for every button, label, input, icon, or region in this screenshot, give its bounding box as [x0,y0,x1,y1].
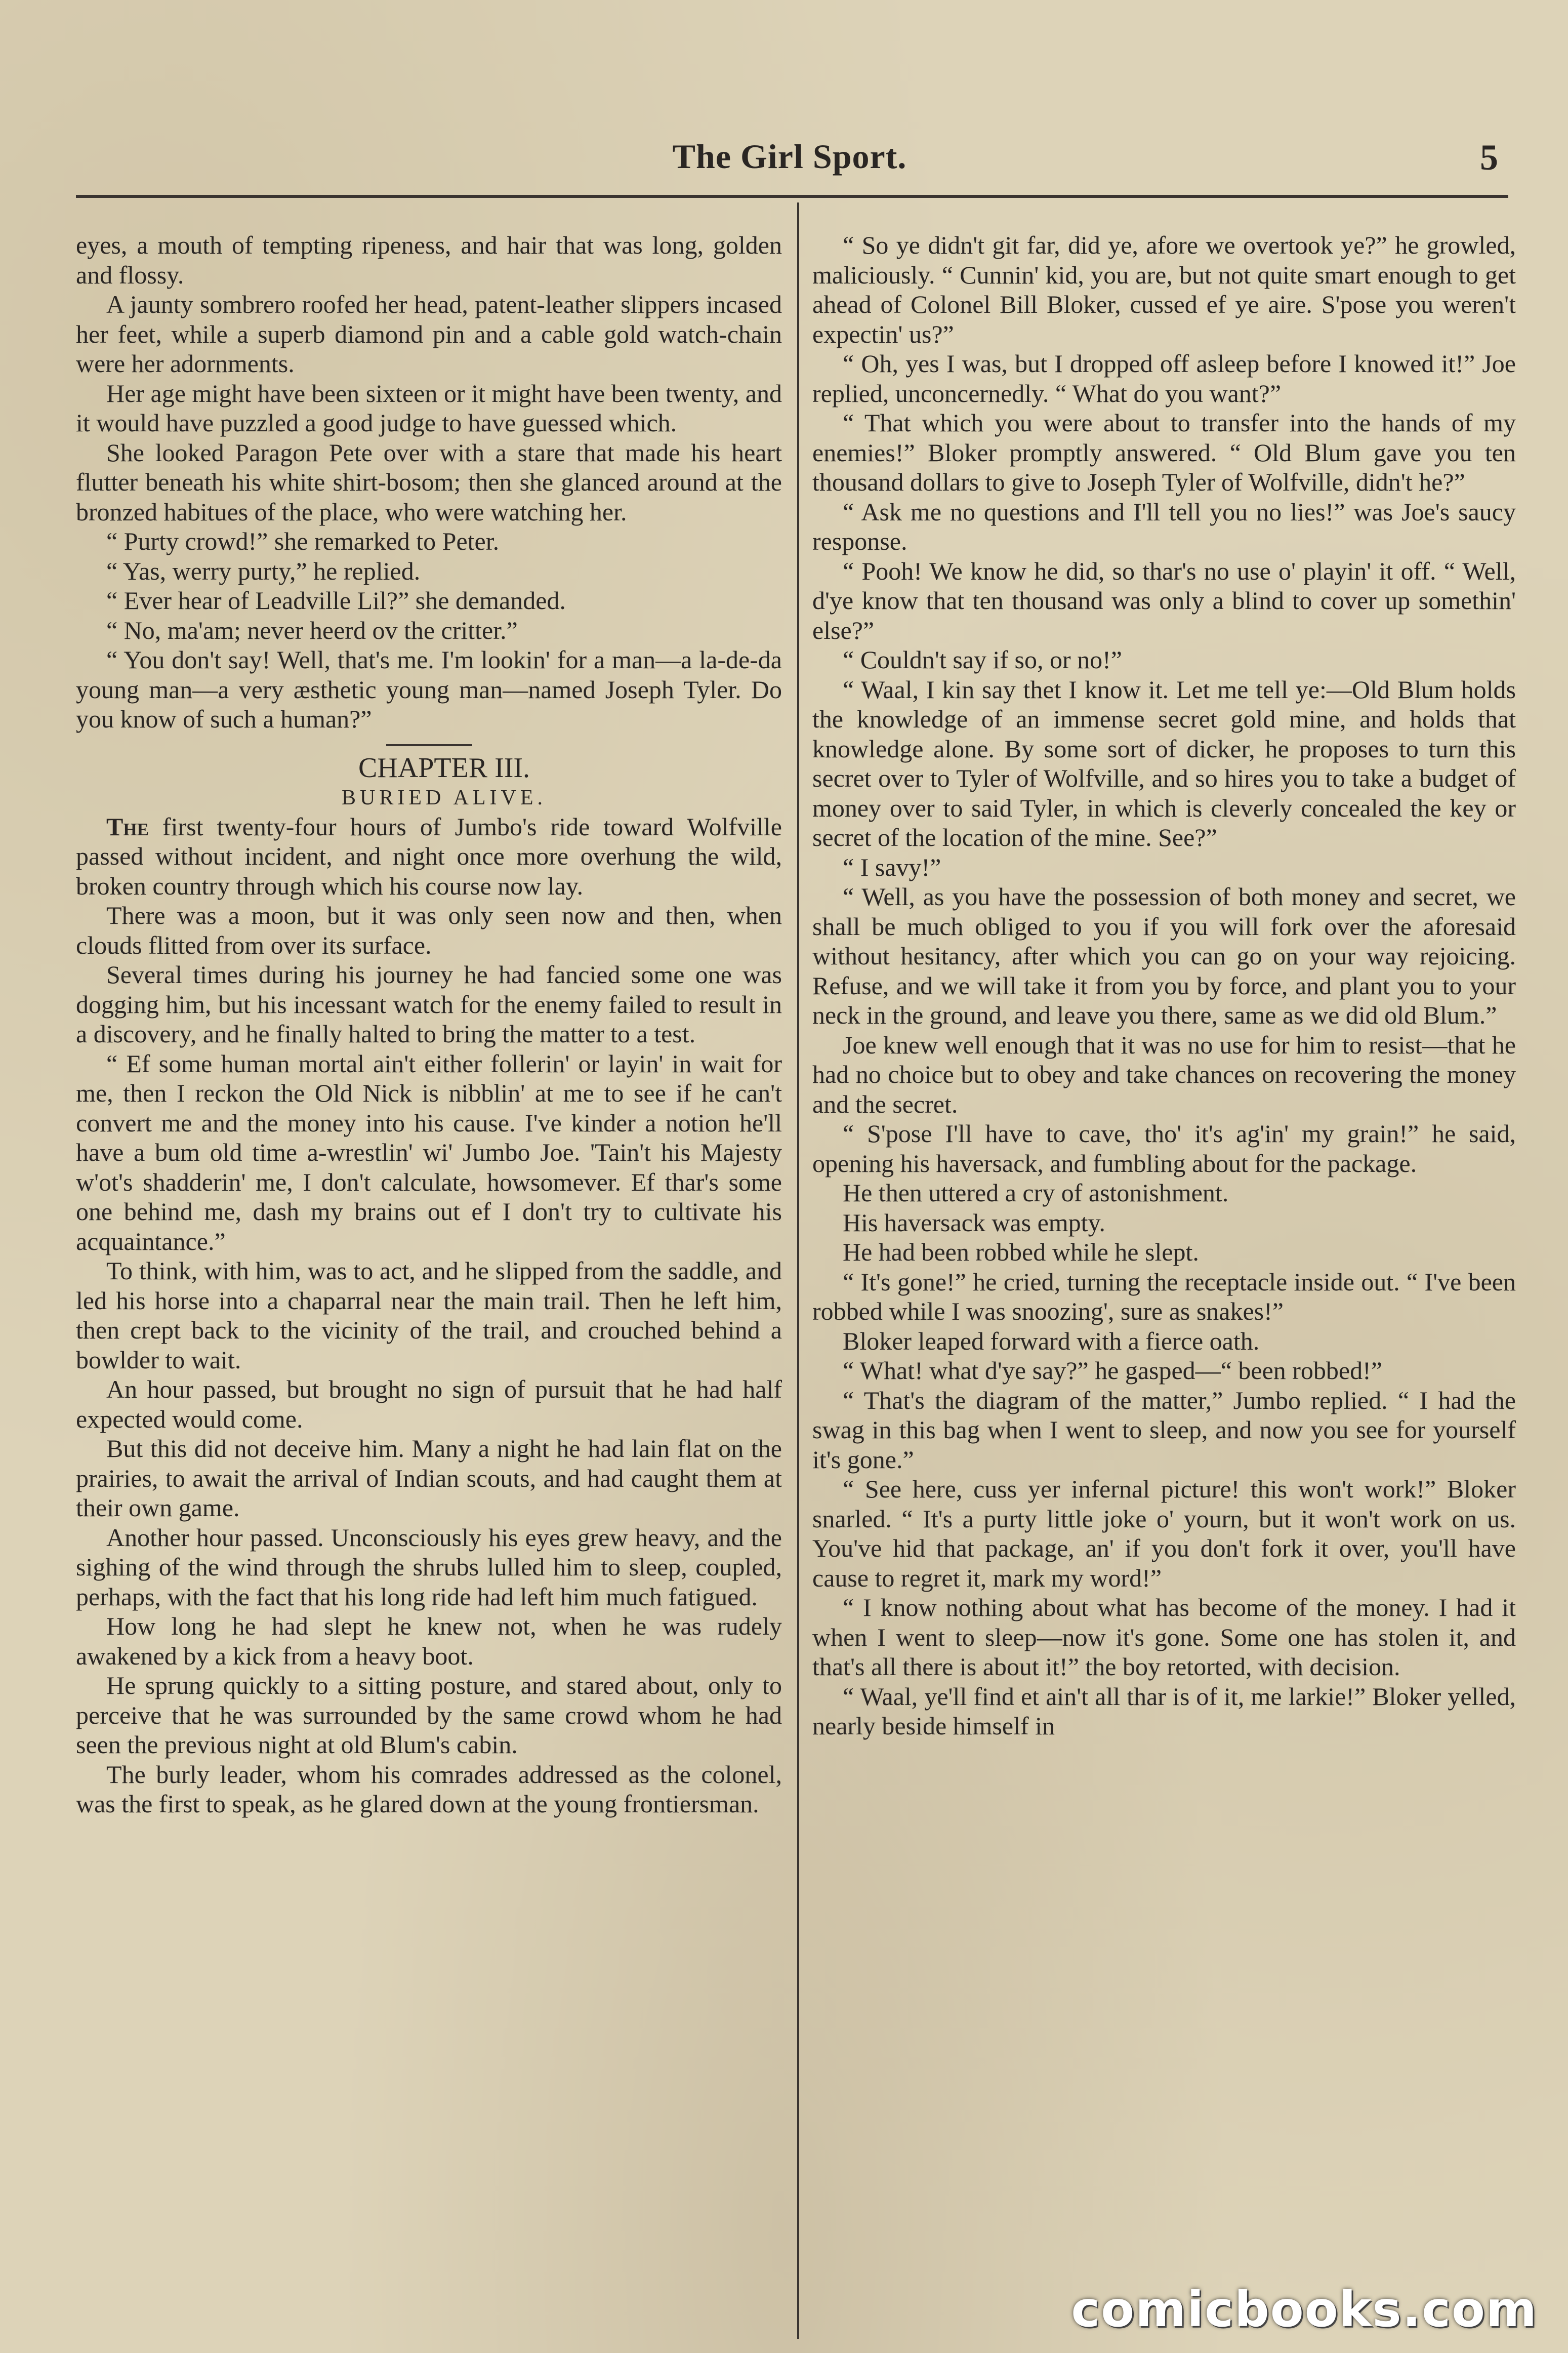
paragraph: “ I savy!” [843,853,941,881]
running-title: The Girl Sport. [672,137,907,176]
chapter-lead-word: The [106,812,149,841]
paragraph: “ Ask me no questions and I'll tell you no lies!” was Joe's saucy response. [812,497,1516,555]
paragraph: “ Ef some human mortal ain't either follerin' or layin' in wait for me, then I reckon the Old Nick is nibblin' at me to see if he can't convert me and the money into his cause. I've kinder a notion he'll have a bum old time a-wrestlin' wi' Jumbo Joe. 'Tain't his Majesty w'ot's shadderin' me, I don't calculate, howsomever. Ef thar's some one behind me, dash my brains out ef I don't try to cultivate his acquaintance.” [76,1049,782,1255]
paragraph: He then uttered a cry of astonishment. [843,1179,1229,1207]
paragraph: But this did not deceive him. Many a night he had lain flat on the prairies, to await the arrival of Indian scouts, and had caught them at their own game. [76,1434,782,1522]
paragraph: “ That's the diagram of the matter,” Jumbo replied. “ I had the swag in this bag when I went to sleep, and now you see for yourself it's gone.” [812,1386,1516,1474]
paragraph: “ Pooh! We know he did, so thar's no use o' playin' it off. “ Well, d'ye know that ten thousand was only a blind to cover up somethin' else?” [812,556,1516,644]
paragraph: Another hour passed. Unconsciously his eyes grew heavy, and the sighing of the wind through the shrubs lulled him to sleep, coupled, perhaps, with the fact that his long ride had left him much fatigued. [76,1523,782,1611]
paragraph: His haversack was empty. [843,1208,1105,1237]
paragraph: “ It's gone!” he cried, turning the receptacle inside out. “ I've been robbed while I was snoozing', sure as snakes!” [812,1267,1516,1325]
paragraph: “ Couldn't say if so, or no!” [843,645,1122,674]
paragraph: “ No, ma'am; never heerd ov the critter.” [106,616,518,644]
left-column [76,230,782,1819]
paragraph: The burly leader, whom his comrades addressed as the colonel, was the first to speak, as he glared down at the young frontiersman. [76,1760,782,1818]
paragraph: He sprung quickly to a sitting posture, and stared about, only to perceive that he was surrounded by the same crowd whom he had seen the previous night at old Blum's cabin. [76,1671,782,1759]
chapter-rule [386,744,472,746]
paragraph: “ See here, cuss yer infernal picture! this won't work!” Bloker snarled. “ It's a purty little joke o' yourn, but it won't work on us. You've hid that package, an' if you don't fork it over, you'll have cause to regret it, mark my word!” [812,1475,1516,1592]
paragraph: To think, with him, was to act, and he slipped from the saddle, and led his horse into a chaparral near the main trail. Then he left him, then crept back to the vicinity of the trail, and crouched behind a bowlder to wait. [76,1256,782,1374]
paragraph: There was a moon, but it was only seen now and then, when clouds flitted from over its surface. [76,901,782,959]
chapter-first-text: first twenty-four hours of Jumbo's ride toward Wolfville passed without incident, and night once more overhung the wild, broken country through which his course now lay. [76,812,782,900]
paragraph: “ You don't say! Well, that's me. I'm lookin' for a man—a la-de-da young man—a very æsthetic young man—named Joseph Tyler. Do you know of such a human?” [76,645,782,733]
paragraph: “ S'pose I'll have to cave, tho' it's ag'in' my grain!” he said, opening his haversack, and fumbling about for the package. [812,1119,1516,1178]
page-number: 5 [1480,137,1498,178]
paragraph: “ Waal, ye'll find et ain't all thar is of it, me larkie!” Bloker yelled, nearly beside himself in [812,1682,1516,1740]
paragraph: “ Oh, yes I was, but I dropped off asleep before I knowed it!” Joe replied, unconcernedly. “ What do you want?” [812,349,1516,408]
paragraph: “ Purty crowd!” she remarked to Peter. [106,527,500,555]
paragraph: eyes, a mouth of tempting ripeness, and hair that was long, golden and flossy. [76,231,782,289]
column-divider [797,202,799,2339]
paragraph: “ I know nothing about what has become of the money. I had it when I went to sleep—now it's gone. Some one has stolen it, and that's all there is about it!” the boy retorted, with decision. [812,1593,1516,1681]
paragraph: Bloker leaped forward with a fierce oath. [843,1326,1260,1355]
paragraph: He had been robbed while he slept. [843,1238,1199,1266]
paragraph: Joe knew well enough that it was no use for him to resist—that he had no choice but to obey and take chances on recovering the money and the secret. [812,1030,1516,1118]
chapter-title: CHAPTER III. [358,752,530,784]
paragraph: Her age might have been sixteen or it might have been twenty, and it would have puzzled a good judge to have guessed which. [76,379,782,437]
right-column [812,230,1516,1741]
page-header [76,137,1503,192]
paragraph: “ What! what d'ye say?” he gasped—“ been robbed!” [843,1356,1382,1385]
site-watermark: comicbooks.com [1071,2281,1538,2338]
paragraph: An hour passed, but brought no sign of pursuit that he had half expected would come. [76,1375,782,1433]
paragraph: Several times during his journey he had fancied some one was dogging him, but his incessant watch for the enemy failed to result in a discovery, and he finally halted to bring the matter to a test. [76,960,782,1048]
paragraph: “ Ever hear of Leadville Lil?” she demanded. [106,586,566,615]
paragraph: “ That which you were about to transfer into the hands of my enemies!” Bloker promptly answered. “ Old Blum gave you ten thousand dollars to give to Joseph Tyler of Wolfville, didn't he?” [812,409,1516,496]
header-rule [76,195,1508,198]
paragraph: “ Well, as you have the possession of both money and secret, we shall be much obliged to you if you will fork over the aforesaid without hesitancy, after which you can go on your way rejoicing. Refuse, and we will take it from you by force, and plant you to your neck in the ground, and leave you there, same as we did old Blum.” [812,882,1516,1029]
paragraph: A jaunty sombrero roofed her head, patent-leather slippers incased her feet, while a superb diamond pin and a cable gold watch-chain were her adornments. [76,290,782,378]
paragraph: “ Yas, werry purty,” he replied. [106,556,421,585]
paragraph: How long he had slept he knew not, when he was rudely awakened by a kick from a heavy boot. [76,1612,782,1670]
paragraph: “ So ye didn't git far, did ye, afore we overtook ye?” he growled, maliciously. “ Cunnin' kid, you are, but not quite smart enough to get ahead of Colonel Bill Bloker, cussed ef ye aire. S'pose you weren't expectin' us?” [812,231,1516,348]
paragraph: She looked Paragon Pete over with a stare that made his heart flutter beneath his white shirt-bosom; then she glanced around at the bronzed habitues of the place, who were watching her. [76,438,782,526]
paragraph: “ Waal, I kin say thet I know it. Let me tell ye:—Old Blum holds the knowledge of an immense secret gold mine, and holds that knowledge alone. By some sort of dicker, he proposes to turn this secret over to Tyler of Wolfville, and so hires you to take a budget of money over to said Tyler, in which is cleverly concealed the key or secret of the location of the mine. See?” [812,675,1516,851]
chapter-first-paragraph [76,812,782,901]
chapter-subtitle: BURIED ALIVE. [342,786,547,809]
